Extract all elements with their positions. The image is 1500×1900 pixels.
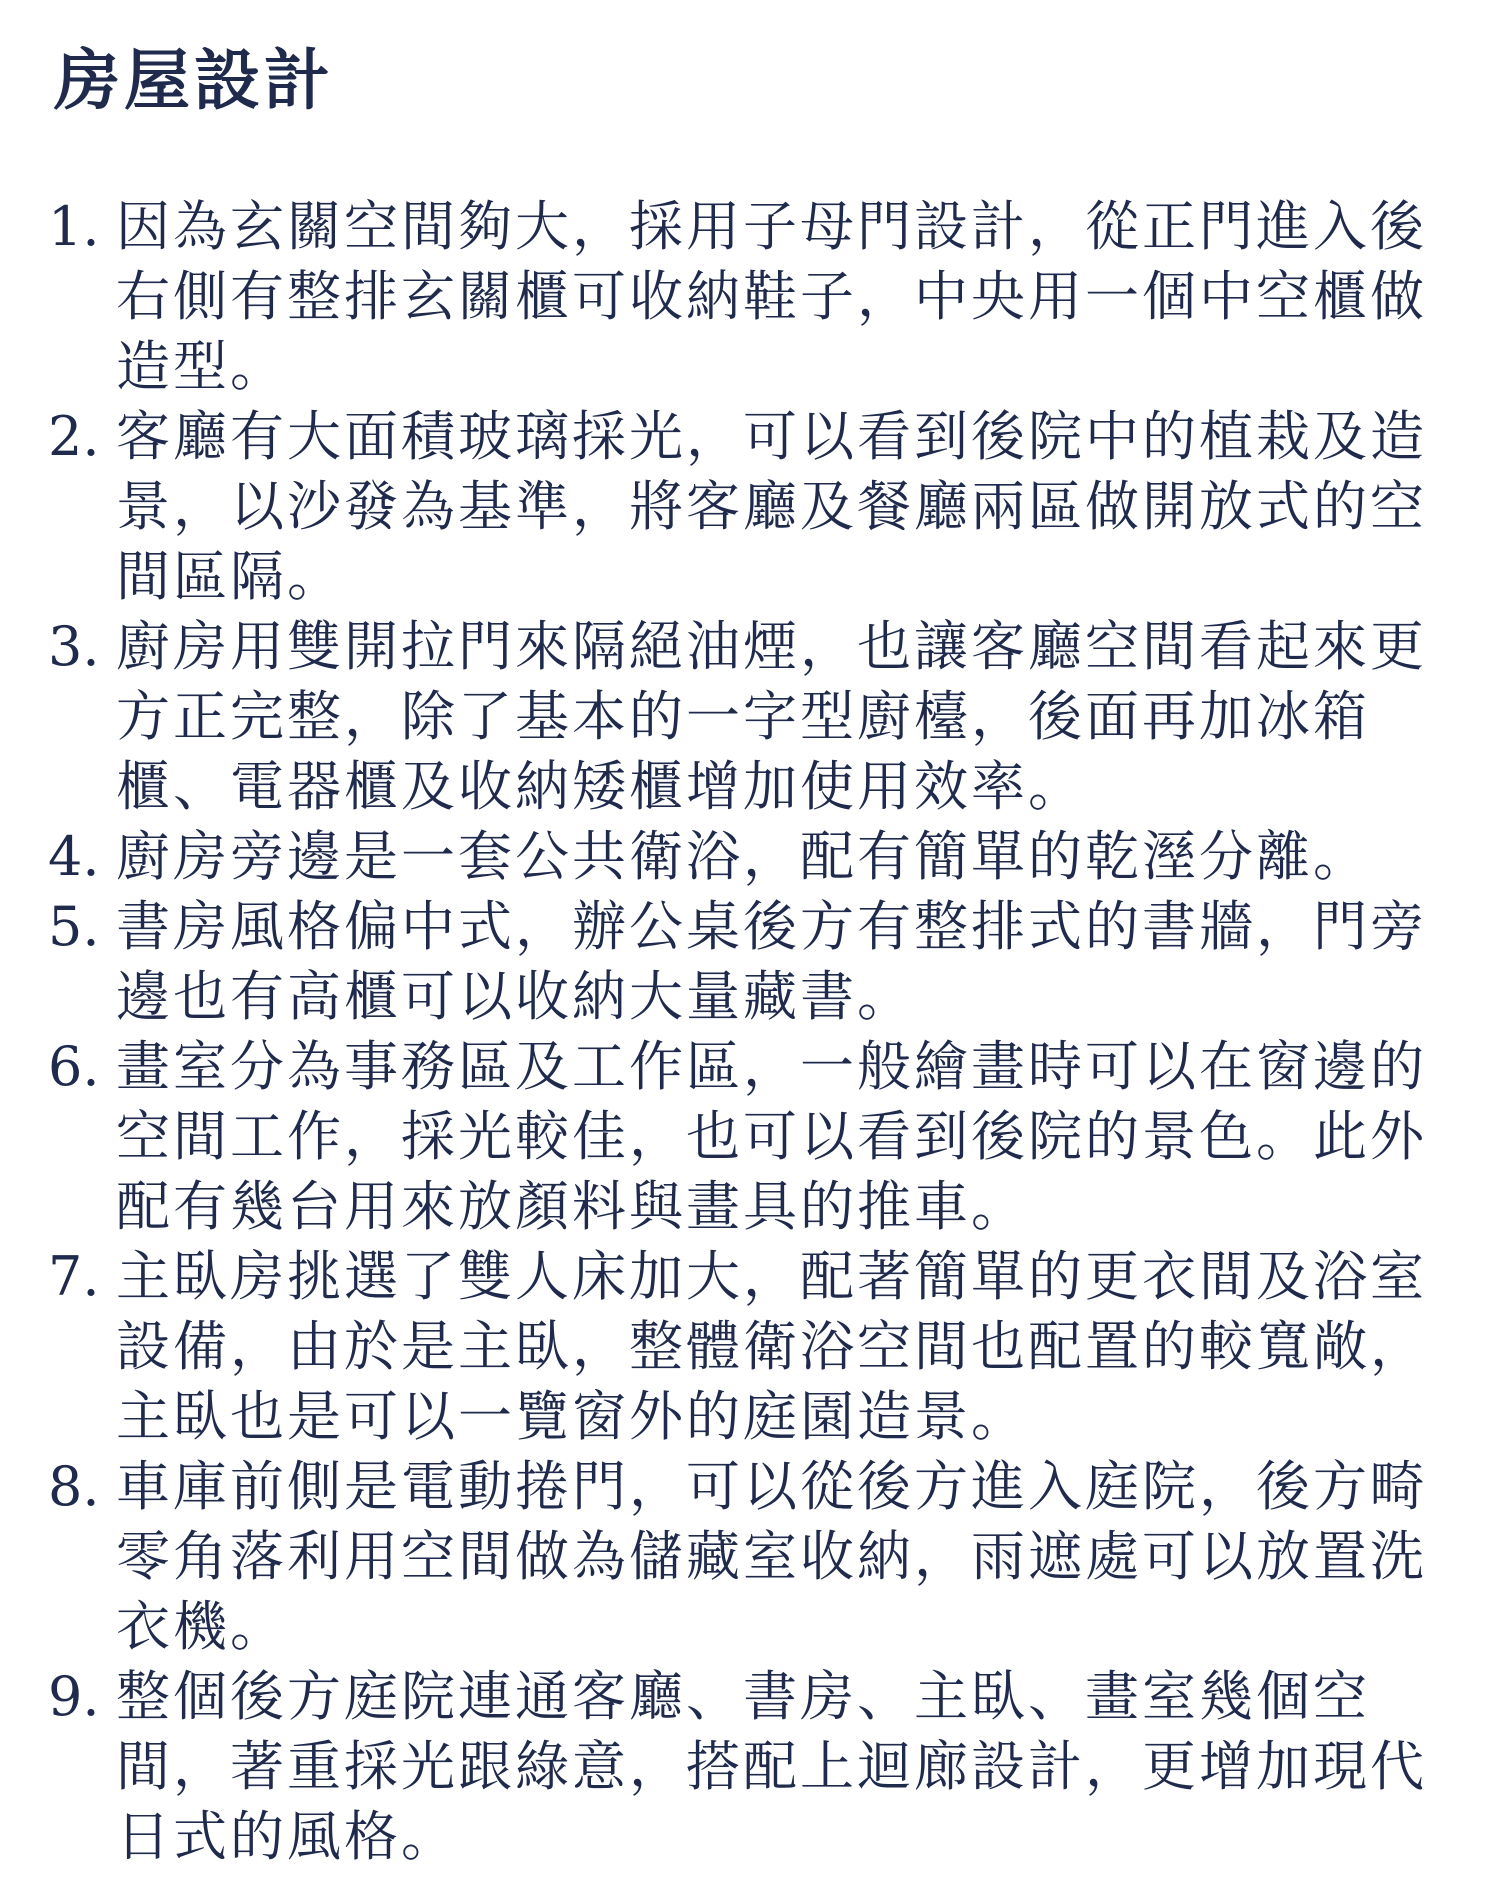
list-item-number: 1.	[48, 195, 100, 258]
list-item-number: 7.	[48, 1245, 100, 1308]
list-item-number: 6.	[48, 1035, 100, 1098]
list-item	[48, 612, 1448, 822]
list-item-text: 書房風格偏中式，辦公桌後方有整排式的書牆，門旁邊也有高櫃可以收納大量藏書。	[116, 895, 1427, 1028]
list-item	[48, 1452, 1448, 1662]
list-item-text: 主臥房挑選了雙人床加大，配著簡單的更衣間及浴室設備，由於是主臥，整體衛浴空間也配置的較寬敞，主臥也是可以一覽窗外的庭園造景。	[116, 1245, 1427, 1448]
list-item	[48, 1032, 1448, 1242]
list-item-text: 畫室分為事務區及工作區，一般繪畫時可以在窗邊的空間工作，採光較佳，也可以看到後院的景色。此外配有幾台用來放顏料與畫具的推車。	[116, 1035, 1427, 1238]
list-item	[48, 892, 1448, 1032]
list-item-text: 廚房旁邊是一套公共衛浴，配有簡單的乾溼分離。	[116, 825, 1370, 888]
list-item-number: 4.	[48, 825, 100, 888]
list-item-text: 因為玄關空間夠大，採用子母門設計，從正門進入後右側有整排玄關櫃可收納鞋子，中央用一個中空櫃做造型。	[116, 195, 1427, 398]
list-item-number: 3.	[48, 615, 100, 678]
list-item-text: 客廳有大面積玻璃採光，可以看到後院中的植栽及造景，以沙發為基準，將客廳及餐廳兩區做開放式的空間區隔。	[116, 405, 1427, 608]
list-item-text: 廚房用雙開拉門來隔絕油煙，也讓客廳空間看起來更方正完整，除了基本的一字型廚檯，後面再加冰箱櫃、電器櫃及收納矮櫃增加使用效率。	[116, 615, 1427, 818]
list-item-number: 9.	[48, 1665, 100, 1728]
list-item-text: 車庫前側是電動捲門，可以從後方進入庭院，後方畸零角落利用空間做為儲藏室收納，雨遮處可以放置洗衣機。	[116, 1455, 1427, 1658]
design-notes-list	[48, 192, 1448, 1872]
list-item	[48, 192, 1448, 402]
list-item	[48, 402, 1448, 612]
list-item	[48, 1242, 1448, 1452]
list-item	[48, 1662, 1448, 1872]
list-item-text: 整個後方庭院連通客廳、書房、主臥、畫室幾個空間，著重採光跟綠意，搭配上迴廊設計，更增加現代日式的風格。	[116, 1665, 1427, 1868]
document-title: 房屋設計	[54, 41, 334, 119]
list-item-number: 5.	[48, 895, 100, 958]
list-item	[48, 822, 1448, 892]
list-item-number: 2.	[48, 405, 100, 468]
list-item-number: 8.	[48, 1455, 100, 1518]
